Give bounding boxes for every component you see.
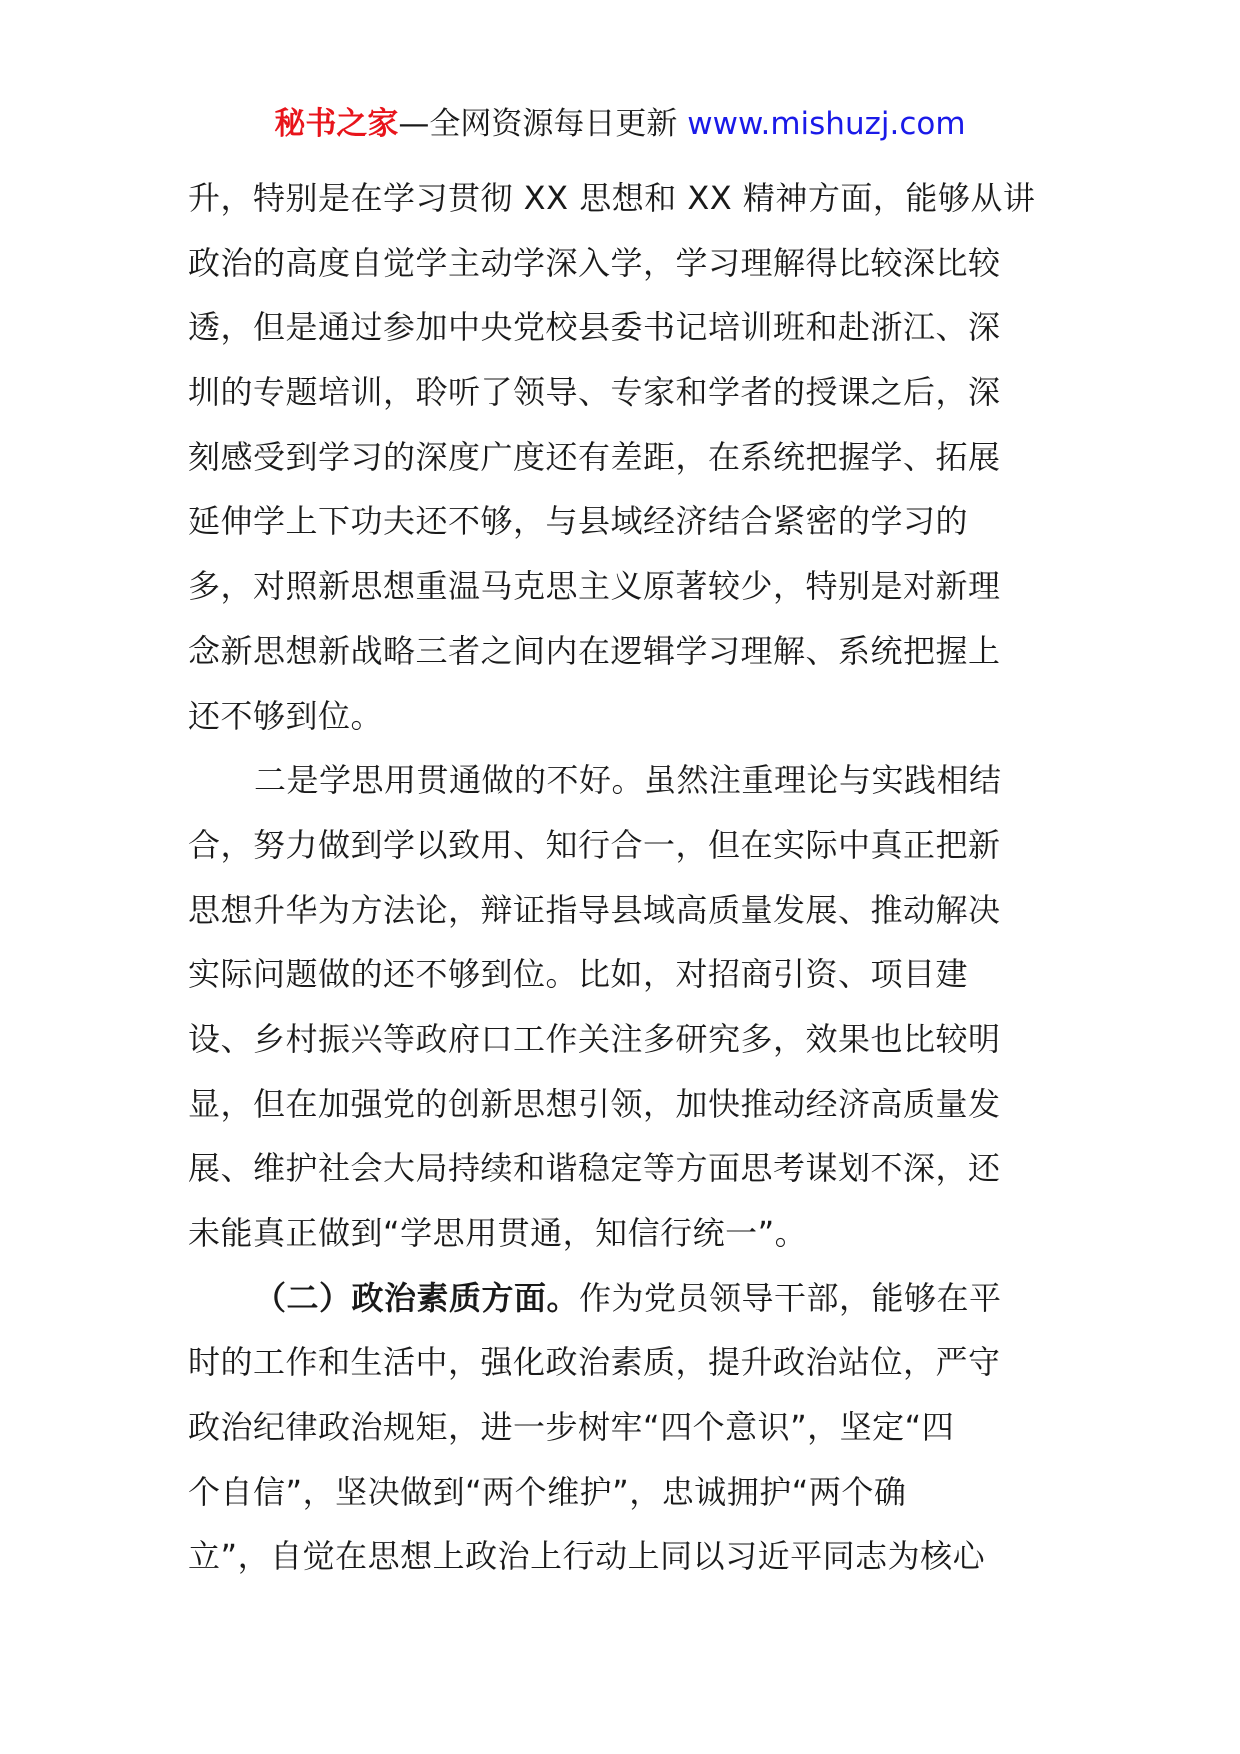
header-slogan: —全网资源每日更新 xyxy=(398,106,678,142)
text-line: 升，特别是在学习贯彻 XX 思想和 XX 精神方面，能够从讲 xyxy=(188,179,1036,217)
text-line: 合，努力做到学以致用、知行合一，但在实际中真正把新 xyxy=(188,825,1001,864)
text-line: 显，但在加强党的创新思想引领，加快推动经济高质量发 xyxy=(188,1084,1001,1123)
text-line: 念新思想新战略三者之间内在逻辑学习理解、系统把握上 xyxy=(188,631,1001,670)
text-line: 时的工作和生活中，强化政治素质，提升政治站位，严守 xyxy=(188,1343,1001,1382)
text-line: 透，但是通过参加中央党校县委书记培训班和赴浙江、深 xyxy=(188,308,1001,347)
text-line: 立”，自觉在思想上政治上行动上同以习近平同志为核心 xyxy=(188,1537,986,1576)
site-link[interactable]: www.mishuzj.com xyxy=(677,106,966,142)
text-line: 圳的专题培训，聆听了领导、专家和学者的授课之后，深 xyxy=(188,373,1001,412)
text-line: 未能真正做到“学思用贯通，知信行统一”。 xyxy=(188,1214,808,1252)
text-line: 延伸学上下功夫还不够，与县域经济结合紧密的学习的 xyxy=(188,502,969,541)
text-line: 多，对照新思想重温马克思主义原著较少，特别是对新理 xyxy=(188,567,1001,606)
document-body xyxy=(188,166,1088,1589)
text-line: 设、乡村振兴等政府口工作关注多研究多，效果也比较明 xyxy=(188,1019,1001,1058)
text-line: 实际问题做的还不够到位。比如，对招商引资、项目建 xyxy=(188,955,969,994)
brand-name: 秘书之家 xyxy=(274,106,399,142)
text-line: 思想升华为方法论，辩证指导县域高质量发展、推动解决 xyxy=(188,890,1001,929)
section-text: 作为党员领导干部，能够在平 xyxy=(579,1278,1002,1317)
text-line: 个自信”，坚决做到“两个维护”，忠诚拥护“两个确 xyxy=(188,1472,907,1511)
page-header xyxy=(0,100,1240,148)
text-line: 政治的高度自觉学主动学深入学，学习理解得比较深比较 xyxy=(188,243,1001,282)
text-line: 还不够到位。 xyxy=(188,696,384,735)
text-line: 展、维护社会大局持续和谐稳定等方面思考谋划不深，还 xyxy=(188,1149,1001,1188)
text-line: 政治纪律政治规矩，进一步树牢“四个意识”，坚定“四 xyxy=(188,1408,955,1447)
text-line: 刻感受到学习的深度广度还有差距，在系统把握学、拓展 xyxy=(188,437,1001,476)
section-start-line xyxy=(188,1266,1088,1331)
paragraph-start-line: 二是学思用贯通做的不好。虽然注重理论与实践相结 xyxy=(254,761,1002,800)
section-heading: （二）政治素质方面。 xyxy=(254,1278,580,1317)
